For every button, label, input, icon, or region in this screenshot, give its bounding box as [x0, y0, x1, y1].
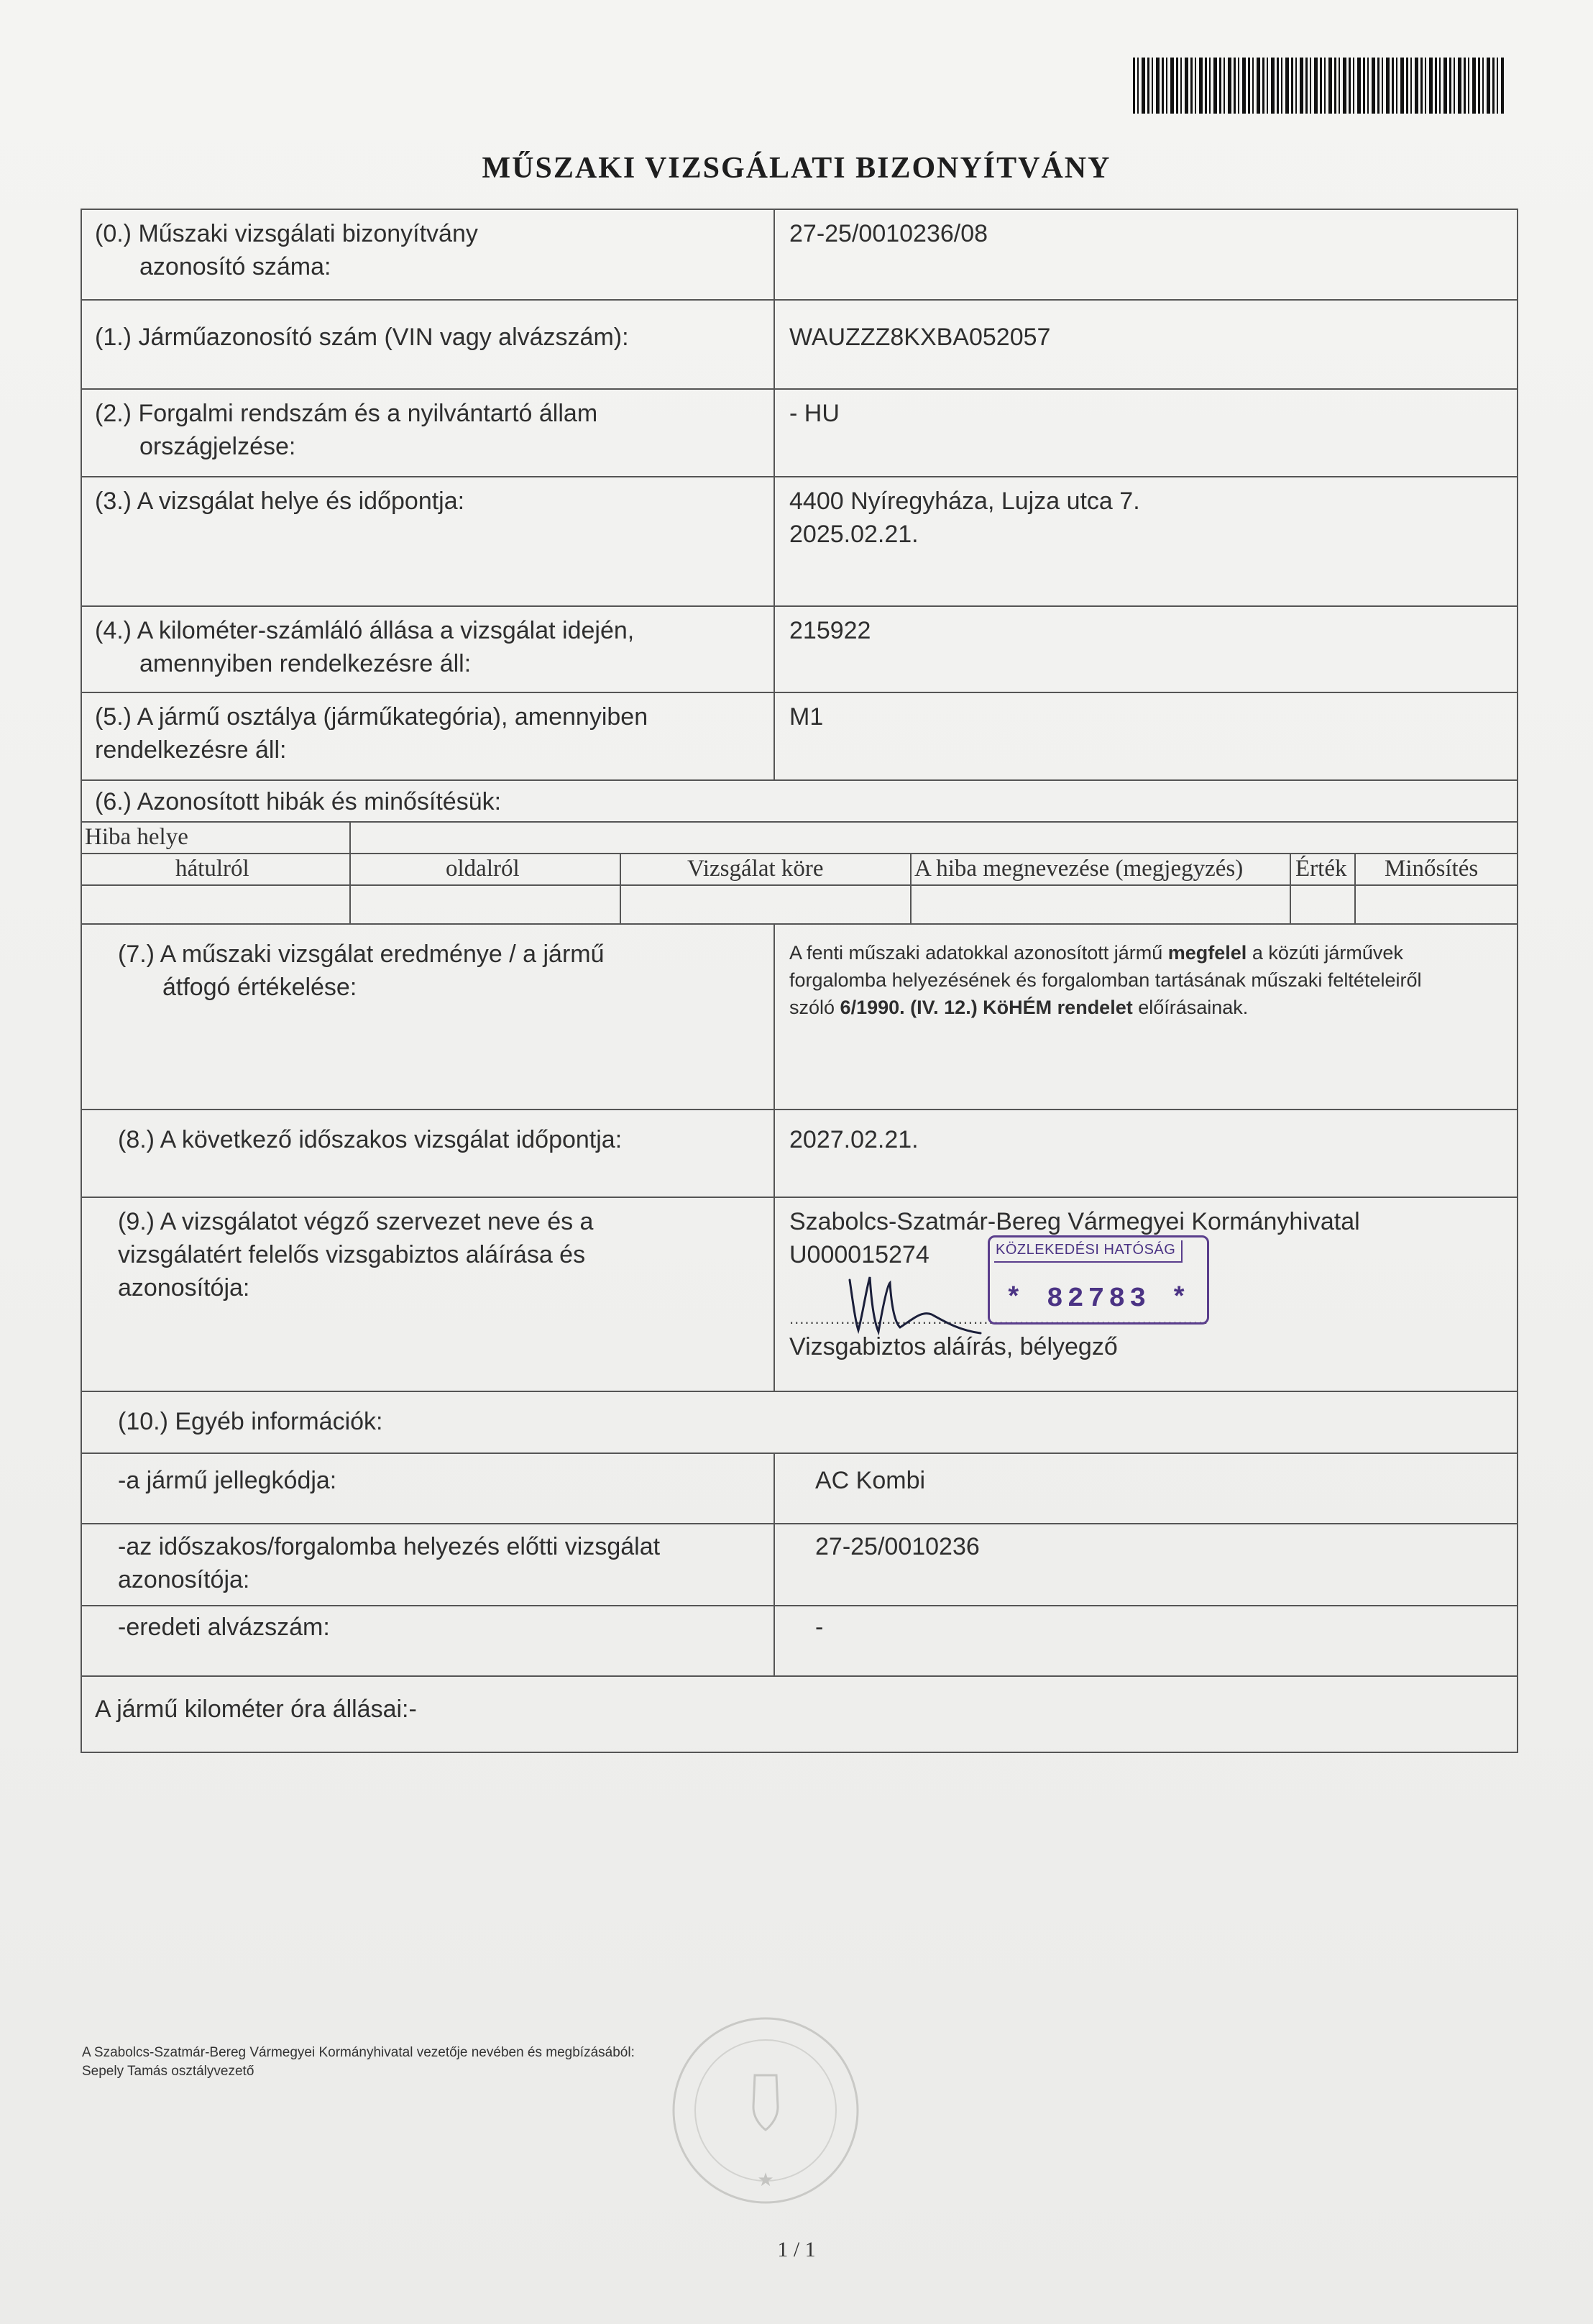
inspector-id: U000015274: [789, 1241, 929, 1268]
row0-label-line2: azonosító száma:: [139, 253, 331, 280]
certificate-table: [81, 209, 1518, 1753]
row-previous-inspection: [82, 1523, 1517, 1606]
row9-label-line1: (9.) A vizsgálatot végző szervezet neve és a: [118, 1208, 594, 1235]
footer-signatory: [82, 2044, 635, 2081]
prev-inspection-value: 27-25/0010236: [815, 1533, 980, 1560]
original-chassis-value: -: [815, 1614, 824, 1641]
row-original-chassis: [82, 1605, 1517, 1677]
defect-rear-header: hátulról: [175, 856, 249, 882]
row4-label-line2: amennyiben rendelkezésre áll:: [139, 650, 472, 677]
registration-value: - HU: [789, 400, 840, 427]
inspection-date: 2025.02.21.: [789, 521, 919, 548]
vehicle-category-value: M1: [789, 703, 824, 731]
result-pass: megfelel: [1167, 942, 1247, 964]
result-regulation: 6/1990. (IV. 12.) KöHÉM rendelet: [840, 997, 1133, 1018]
defect-side-header: oldalról: [446, 856, 520, 882]
row-km-readings: [82, 1675, 1517, 1752]
row-defects-heading: [82, 779, 1517, 823]
embossed-seal: [647, 2006, 884, 2215]
certificate-number-value: 27-25/0010236/08: [789, 220, 988, 247]
row9-label-line2: vizsgálatért felelős vizsgabiztos aláírása és: [118, 1241, 586, 1268]
svg-text:★: ★: [757, 2169, 774, 2191]
row-registration: [82, 388, 1517, 477]
row4-label-line1: (4.) A kilométer-számláló állása a vizsgálat idején,: [95, 617, 635, 644]
type-code-label: -a jármű jellegkódja:: [118, 1467, 337, 1494]
defect-value-header: Érték: [1295, 856, 1347, 882]
original-chassis-label: -eredeti alvázszám:: [118, 1614, 330, 1641]
other-info-heading: (10.) Egyéb információk:: [118, 1408, 383, 1435]
row7-label-line1: (7.) A műszaki vizsgálat eredménye / a jármű: [118, 941, 605, 968]
footer-line2: Sepely Tamás osztályvezető: [82, 2064, 254, 2079]
row-vehicle-type-code: [82, 1452, 1517, 1524]
vin-value: WAUZZZ8KXBA052057: [789, 324, 1051, 351]
document-title: MŰSZAKI VIZSGÁLATI BIZONYÍTVÁNY: [482, 152, 1111, 185]
prev-inspection-label-line2: azonosítója:: [118, 1566, 250, 1593]
row8-label: (8.) A következő időszakos vizsgálat időpontja:: [118, 1126, 623, 1153]
row2-label-line2: országjelzése:: [139, 433, 296, 460]
stamp-authority-text: KÖZLEKEDÉSI HATÓSÁG: [994, 1240, 1183, 1263]
page-number: 1 / 1: [777, 2238, 816, 2261]
row-place-date: [82, 476, 1517, 607]
stamp-number: * 82783 *: [1005, 1284, 1192, 1314]
row-other-info: [82, 1391, 1517, 1454]
row-vehicle-category: [82, 692, 1517, 781]
barcode: [1133, 58, 1504, 114]
footer-line1: A Szabolcs-Szatmár-Bereg Vármegyei Kormányhivatal vezetője nevében és megbízásából:: [82, 2045, 635, 2060]
odometer-value: 215922: [789, 617, 871, 644]
row3-label: (3.) A vizsgálat helye és időpontja:: [95, 488, 465, 515]
signature-dotted-line: ..................................................................................: [789, 1309, 1209, 1327]
row-vin: [82, 299, 1517, 390]
row-result: [82, 923, 1517, 1110]
defect-table-header-row: [82, 853, 1517, 886]
row-odometer: [82, 605, 1517, 693]
row9-label-line3: azonosítója:: [118, 1274, 250, 1301]
row0-label-line1: (0.) Műszaki vizsgálati bizonyítvány: [95, 220, 478, 247]
row-certificate-number: [82, 210, 1517, 299]
row1-label: (1.) Járműazonosító szám (VIN vagy alvázszám):: [95, 324, 629, 351]
result-text: A fenti műszaki adatokkal azonosított jármű megfelel a közúti járművek forgalomba helyezésének és forgalomban tartásának műszaki feltételeiről szóló 6/1990. (IV. 12.) KöHÉM rendelet előírásainak.: [789, 942, 1422, 1018]
row-next-inspection: [82, 1109, 1517, 1198]
defect-table-empty-row: [82, 884, 1517, 925]
row-inspector: [82, 1197, 1517, 1392]
row2-label-line1: (2.) Forgalmi rendszám és a nyilvántartó állam: [95, 400, 598, 427]
row5-label-line2: rendelkezésre áll:: [95, 736, 287, 764]
prev-inspection-label-line1: -az időszakos/forgalomba helyezés előtti vizsgálat: [118, 1533, 661, 1560]
next-inspection-value: 2027.02.21.: [789, 1126, 919, 1153]
inspector-signature: [837, 1264, 1002, 1343]
defect-table-location-row: [82, 821, 1517, 854]
defect-scope-header: Vizsgálat köre: [687, 856, 824, 882]
row5-label-line1: (5.) A jármű osztálya (járműkategória), amennyiben: [95, 703, 648, 731]
defect-rating-header: Minősítés: [1385, 856, 1479, 882]
row6-label: (6.) Azonosított hibák és minősítésük:: [95, 788, 502, 815]
authority-stamp: [988, 1235, 1209, 1325]
type-code-value: AC Kombi: [815, 1467, 926, 1494]
signature-label: Vizsgabiztos aláírás, bélyegző: [789, 1333, 1118, 1360]
defect-location-header: Hiba helye: [85, 824, 188, 850]
km-readings-label: A jármű kilométer óra állásai:-: [95, 1696, 417, 1723]
defect-name-header: A hiba megnevezése (megjegyzés): [914, 856, 1244, 882]
row7-label-line2: átfogó értékelése:: [162, 974, 357, 1001]
inspecting-organization: Szabolcs-Szatmár-Bereg Vármegyei Kormányhivatal: [789, 1208, 1360, 1235]
inspection-place: 4400 Nyíregyháza, Lujza utca 7.: [789, 488, 1140, 515]
